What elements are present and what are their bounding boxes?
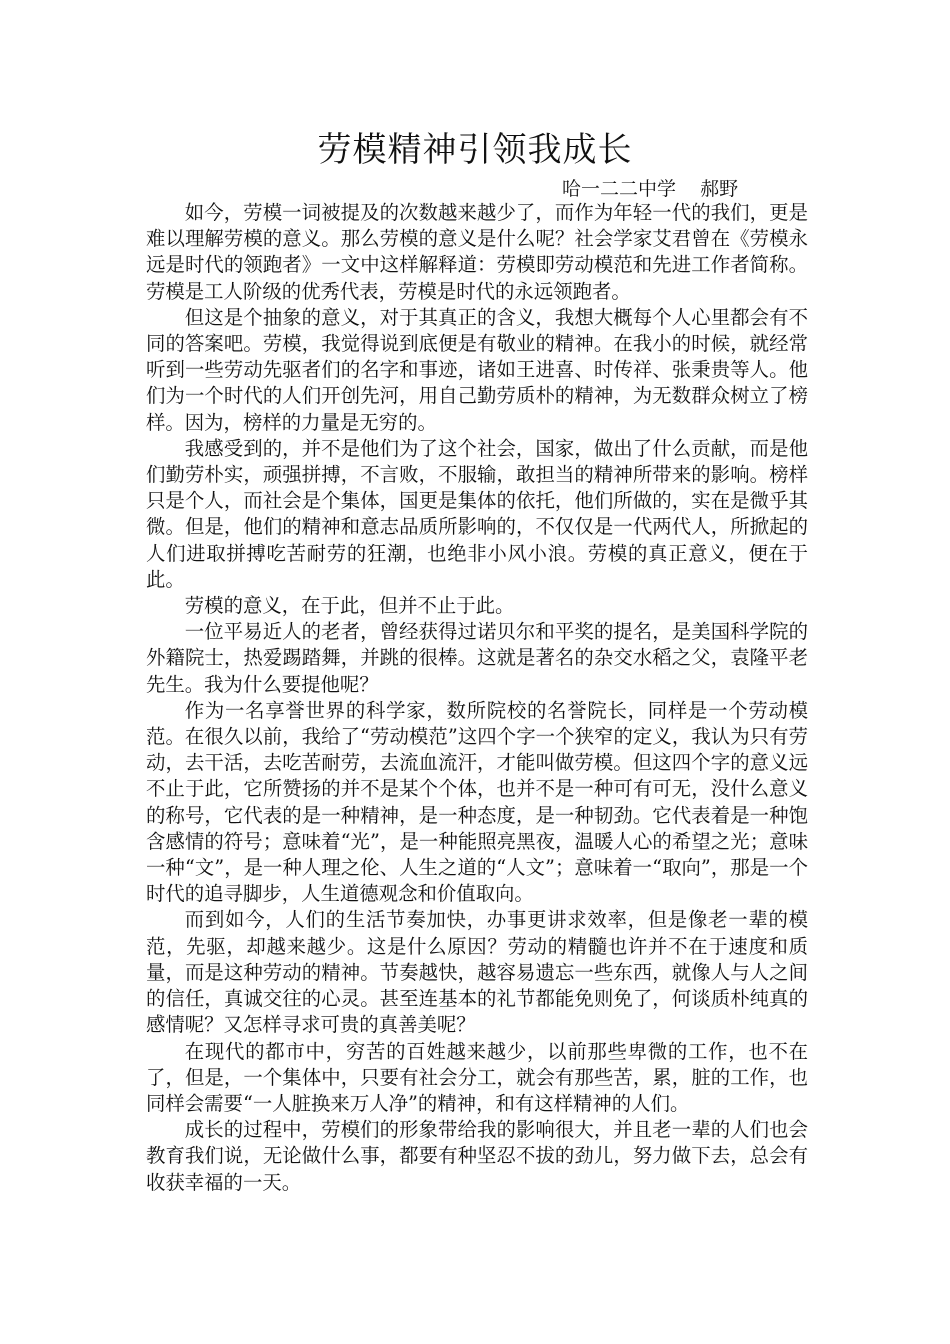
paragraph: 劳模的意义，在于此，但并不止于此。 xyxy=(184,594,515,618)
paragraph: 如今，劳模一词被提及的次数越来越少了，而作为年轻一代的我们，更是难以理解劳模的意义。那么劳模的意义是什么呢？社会学家艾君曾在《劳模永远是时代的领跑者》一文中这样解释道：劳模即劳动模范和先进工作者简称。劳模是工人阶级的优秀代表，劳模是时代的永远领跑者。 xyxy=(146,201,808,303)
document-body xyxy=(146,200,808,1196)
author-byline: 哈一二二中学 郝野 xyxy=(562,178,739,200)
document-title: 劳模精神引领我成长 xyxy=(317,130,633,170)
paragraph: 而到如今，人们的生活节奏加快，办事更讲求效率，但是像老一辈的模范，先驱，却越来越少。这是什么原因？劳动的精髓也许并不在于速度和质量，而是这种劳动的精神。节奏越快，越容易遗忘一些东西，就像人与人之间的信任，真诚交往的心灵。甚至连基本的礼节都能免则免了，何谈质朴纯真的感情呢？又怎样寻求可贵的真善美呢？ xyxy=(146,908,808,1037)
paragraph: 作为一名享誉世界的科学家，数所院校的名誉院长，同样是一个劳动模范。在很久以前，我给了“劳动模范”这四个字一个狭窄的定义，我认为只有劳动，去干活，去吃苦耐劳，去流血流汗，才能叫做劳模。但这四个字的意义远不止于此，它所赞扬的并不是某个个体，也并不是一种可有可无，没什么意义的称号，它代表的是一种精神，是一种态度，是一种韧劲。它代表着是一种饱含感情的符号；意味着“光”，是一种能照亮黑夜，温暖人心的希望之光；意味一种“文”，是一种人理之伦、人生之道的“人文”；意味着一“取向”，那是一个时代的追寻脚步，人生道德观念和价值取向。 xyxy=(146,698,808,906)
paragraph: 我感受到的，并不是他们为了这个社会，国家，做出了什么贡献，而是他们勤劳朴实，顽强拼搏，不言败，不服输，敢担当的精神所带来的影响。榜样只是个人，而社会是个集体，国更是集体的依托，他们所做的，实在是微乎其微。但是，他们的精神和意志品质所影响的，不仅仅是一代两代人，所掀起的人们进取拼搏吃苦耐劳的狂潮，也绝非小风小浪。劳模的真正意义，便在于此。 xyxy=(146,436,808,591)
paragraph: 成长的过程中，劳模们的形象带给我的影响很大，并且老一辈的人们也会教育我们说，无论做什么事，都要有种坚忍不拔的劲儿，努力做下去，总会有收获幸福的一天。 xyxy=(146,1118,808,1194)
paragraph: 但这是个抽象的意义，对于其真正的含义，我想大概每个人心里都会有不同的答案吧。劳模，我觉得说到底便是有敬业的精神。在我小的时候，就经常听到一些劳动先驱者们的名字和事迹，诸如王进喜、时传祥、张秉贵等人。他们为一个时代的人们开创先河，用自己勤劳质朴的精神，为无数群众树立了榜样。因为，榜样的力量是无穷的。 xyxy=(146,305,808,434)
paragraph: 在现代的都市中，穷苦的百姓越来越少，以前那些卑微的工作，也不在了，但是，一个集体中，只要有社会分工，就会有那些苦，累，脏的工作，也同样会需要“一人脏换来万人净”的精神，和有这样精神的人们。 xyxy=(146,1039,808,1115)
paragraph: 一位平易近人的老者，曾经获得过诺贝尔和平奖的提名，是美国科学院的外籍院士，热爱踢踏舞，并跳的很棒。这就是著名的杂交水稻之父，袁隆平老先生。我为什么要提他呢？ xyxy=(146,620,808,696)
